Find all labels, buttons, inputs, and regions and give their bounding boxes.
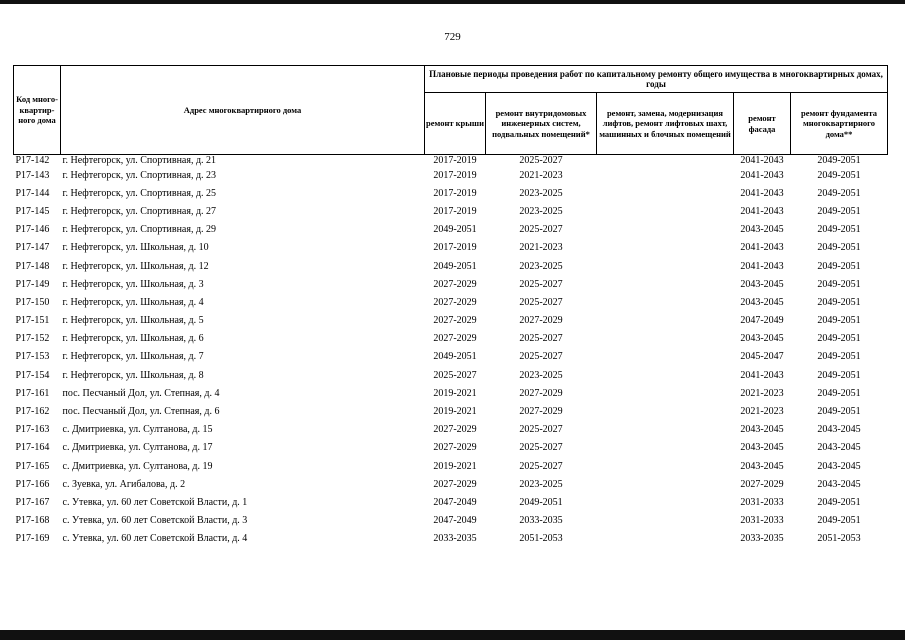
cell-elevators	[597, 402, 734, 420]
bottom-rule	[0, 630, 905, 640]
cell-address: г. Нефтегорск, ул. Школьная, д. 12	[62, 260, 209, 272]
top-rule	[0, 0, 905, 4]
cell-foundation: 2049-2051	[817, 278, 861, 290]
cell-address: пос. Песчаный Дол, ул. Степная, д. 4	[62, 387, 220, 399]
cell-code: Р17-145	[15, 205, 50, 217]
cell-address: с. Дмитриевка, ул. Султанова, д. 19	[62, 460, 213, 472]
cell-address: г. Нефтегорск, ул. Школьная, д. 8	[62, 369, 204, 381]
cell-address: г. Нефтегорск, ул. Школьная, д. 4	[62, 296, 204, 308]
table-row	[14, 239, 888, 257]
cell-elevators	[597, 330, 734, 348]
cell-code: Р17-167	[15, 496, 50, 508]
cell-address: г. Нефтегорск, ул. Школьная, д. 7	[62, 351, 204, 363]
cell-roof: 2027-2029	[433, 315, 477, 327]
cell-elevators	[597, 530, 734, 548]
table-row	[14, 384, 888, 402]
cell-foundation: 2049-2051	[817, 155, 861, 166]
cell-foundation: 2049-2051	[817, 333, 861, 345]
cell-foundation: 2049-2051	[817, 260, 861, 272]
cell-facade: 2041-2043	[740, 169, 784, 181]
cell-code: Р17-148	[15, 260, 50, 272]
cell-elevators	[597, 293, 734, 311]
cell-engineering: 2023-2025	[519, 260, 563, 272]
header-foundation: ремонт фундамента многоквартирного дома**	[791, 93, 888, 155]
cell-address: с. Дмитриевка, ул. Султанова, д. 15	[62, 424, 213, 436]
cell-roof: 2049-2051	[433, 260, 477, 272]
cell-code: Р17-152	[15, 333, 50, 345]
cell-elevators	[597, 439, 734, 457]
capital-repair-table	[13, 65, 888, 548]
cell-foundation: 2043-2045	[817, 478, 861, 490]
cell-roof: 2027-2029	[433, 296, 477, 308]
cell-engineering: 2051-2053	[519, 533, 563, 545]
cell-facade: 2047-2049	[740, 315, 784, 327]
table-row	[14, 166, 888, 184]
cell-roof: 2033-2035	[433, 533, 477, 545]
cell-foundation: 2049-2051	[817, 205, 861, 217]
cell-engineering: 2025-2027	[519, 442, 563, 454]
cell-address: г. Нефтегорск, ул. Школьная, д. 3	[62, 278, 204, 290]
cell-facade: 2021-2023	[740, 406, 784, 418]
cell-roof: 2027-2029	[433, 278, 477, 290]
cell-foundation: 2049-2051	[817, 315, 861, 327]
cell-roof: 2027-2029	[433, 442, 477, 454]
cell-engineering: 2033-2035	[519, 515, 563, 527]
table-row	[14, 221, 888, 239]
header-roof: ремонт крыши	[425, 93, 486, 155]
table-row	[14, 475, 888, 493]
cell-roof: 2047-2049	[433, 515, 477, 527]
cell-code: Р17-147	[15, 242, 50, 254]
cell-roof: 2025-2027	[433, 369, 477, 381]
table-row	[14, 439, 888, 457]
cell-elevators	[597, 421, 734, 439]
table-row	[14, 202, 888, 220]
cell-engineering: 2025-2027	[519, 351, 563, 363]
cell-facade: 2041-2043	[740, 205, 784, 217]
cell-foundation: 2049-2051	[817, 169, 861, 181]
cell-elevators	[597, 512, 734, 530]
table-body	[14, 155, 888, 548]
cell-address: г. Нефтегорск, ул. Спортивная, д. 27	[62, 205, 217, 217]
cell-foundation: 2049-2051	[817, 296, 861, 308]
cell-elevators	[597, 475, 734, 493]
table-row	[14, 312, 888, 330]
cell-foundation: 2043-2045	[817, 442, 861, 454]
cell-engineering: 2021-2023	[519, 242, 563, 254]
cell-facade: 2043-2045	[740, 442, 784, 454]
header-address: Адрес многоквартирного дома	[61, 66, 425, 155]
cell-code: Р17-149	[15, 278, 50, 290]
cell-elevators	[597, 312, 734, 330]
cell-roof: 2019-2021	[433, 406, 477, 418]
cell-foundation: 2049-2051	[817, 224, 861, 236]
cell-address: с. Утевка, ул. 60 лет Советской Власти, д. 4	[62, 533, 248, 545]
cell-address: с. Дмитриевка, ул. Султанова, д. 17	[62, 442, 213, 454]
cell-roof: 2017-2019	[433, 187, 477, 199]
cell-facade: 2041-2043	[740, 155, 784, 166]
table-row	[14, 493, 888, 511]
cell-facade: 2043-2045	[740, 296, 784, 308]
cell-facade: 2043-2045	[740, 460, 784, 472]
cell-foundation: 2043-2045	[817, 460, 861, 472]
cell-facade: 2045-2047	[740, 351, 784, 363]
cell-roof: 2047-2049	[433, 496, 477, 508]
cell-elevators	[597, 384, 734, 402]
table-row	[14, 530, 888, 548]
cell-foundation: 2049-2051	[817, 406, 861, 418]
header-code: Код много-квартир-ного дома	[14, 66, 61, 155]
cell-elevators	[597, 155, 734, 167]
cell-roof: 2049-2051	[433, 351, 477, 363]
cell-roof: 2019-2021	[433, 460, 477, 472]
cell-code: Р17-163	[15, 424, 50, 436]
cell-elevators	[597, 366, 734, 384]
cell-roof: 2017-2019	[433, 205, 477, 217]
cell-code: Р17-143	[15, 169, 50, 181]
cell-facade: 2041-2043	[740, 187, 784, 199]
cell-facade: 2041-2043	[740, 242, 784, 254]
cell-code: Р17-144	[15, 187, 50, 199]
cell-code: Р17-142	[15, 155, 50, 166]
cell-code: Р17-169	[15, 533, 50, 545]
cell-engineering: 2025-2027	[519, 424, 563, 436]
cell-address: г. Нефтегорск, ул. Школьная, д. 6	[62, 333, 204, 345]
cell-code: Р17-166	[15, 478, 50, 490]
cell-elevators	[597, 166, 734, 184]
cell-engineering: 2025-2027	[519, 333, 563, 345]
table-row	[14, 155, 888, 167]
table-row	[14, 512, 888, 530]
cell-foundation: 2049-2051	[817, 515, 861, 527]
cell-elevators	[597, 221, 734, 239]
cell-facade: 2041-2043	[740, 260, 784, 272]
cell-roof: 2017-2019	[433, 169, 477, 181]
header-facade: ремонт фасада	[734, 93, 791, 155]
cell-code: Р17-153	[15, 351, 50, 363]
cell-code: Р17-151	[15, 315, 50, 327]
table-row	[14, 402, 888, 420]
cell-elevators	[597, 184, 734, 202]
cell-roof: 2027-2029	[433, 333, 477, 345]
cell-foundation: 2049-2051	[817, 242, 861, 254]
cell-elevators	[597, 257, 734, 275]
cell-engineering: 2027-2029	[519, 406, 563, 418]
cell-code: Р17-154	[15, 369, 50, 381]
cell-elevators	[597, 202, 734, 220]
cell-facade: 2043-2045	[740, 424, 784, 436]
cell-facade: 2043-2045	[740, 333, 784, 345]
cell-roof: 2019-2021	[433, 387, 477, 399]
cell-engineering: 2023-2025	[519, 369, 563, 381]
header-elevators: ремонт, замена, модернизация лифтов, ремонт лифтовых шахт, машинных и блочных помещений	[597, 93, 734, 155]
table-row	[14, 257, 888, 275]
table-row	[14, 184, 888, 202]
cell-foundation: 2049-2051	[817, 496, 861, 508]
cell-foundation: 2049-2051	[817, 369, 861, 381]
table-row	[14, 275, 888, 293]
cell-code: Р17-168	[15, 515, 50, 527]
cell-code: Р17-164	[15, 442, 50, 454]
cell-elevators	[597, 275, 734, 293]
cell-code: Р17-161	[15, 387, 50, 399]
cell-elevators	[597, 493, 734, 511]
cell-address: г. Нефтегорск, ул. Спортивная, д. 29	[62, 224, 217, 236]
cell-roof: 2027-2029	[433, 478, 477, 490]
cell-address: г. Нефтегорск, ул. Школьная, д. 5	[62, 315, 204, 327]
table-row	[14, 330, 888, 348]
cell-foundation: 2049-2051	[817, 187, 861, 199]
cell-facade: 2031-2033	[740, 515, 784, 527]
cell-engineering: 2021-2023	[519, 169, 563, 181]
cell-address: г. Нефтегорск, ул. Школьная, д. 10	[62, 242, 209, 254]
cell-code: Р17-165	[15, 460, 50, 472]
cell-code: Р17-150	[15, 296, 50, 308]
cell-address: с. Утевка, ул. 60 лет Советской Власти, д. 1	[62, 496, 248, 508]
page-number: 729	[444, 31, 461, 43]
cell-engineering: 2023-2025	[519, 205, 563, 217]
cell-address: г. Нефтегорск, ул. Спортивная, д. 21	[62, 155, 217, 166]
table-row	[14, 348, 888, 366]
cell-engineering: 2025-2027	[519, 155, 563, 166]
cell-facade: 2043-2045	[740, 278, 784, 290]
cell-roof: 2027-2029	[433, 424, 477, 436]
cell-code: Р17-162	[15, 406, 50, 418]
cell-engineering: 2049-2051	[519, 496, 563, 508]
cell-roof: 2017-2019	[433, 155, 477, 166]
cell-facade: 2021-2023	[740, 387, 784, 399]
header-engineering: ремонт внутридомовых инженерных систем, подвальных помещений*	[486, 93, 597, 155]
cell-facade: 2041-2043	[740, 369, 784, 381]
cell-engineering: 2027-2029	[519, 315, 563, 327]
cell-foundation: 2049-2051	[817, 351, 861, 363]
cell-code: Р17-146	[15, 224, 50, 236]
cell-facade: 2043-2045	[740, 224, 784, 236]
cell-elevators	[597, 239, 734, 257]
cell-elevators	[597, 457, 734, 475]
cell-facade: 2027-2029	[740, 478, 784, 490]
cell-roof: 2017-2019	[433, 242, 477, 254]
cell-facade: 2031-2033	[740, 496, 784, 508]
cell-engineering: 2025-2027	[519, 296, 563, 308]
cell-roof: 2049-2051	[433, 224, 477, 236]
cell-address: пос. Песчаный Дол, ул. Степная, д. 6	[62, 406, 220, 418]
cell-foundation: 2043-2045	[817, 424, 861, 436]
cell-foundation: 2051-2053	[817, 533, 861, 545]
cell-engineering: 2025-2027	[519, 460, 563, 472]
cell-elevators	[597, 348, 734, 366]
cell-address: с. Утевка, ул. 60 лет Советской Власти, д. 3	[62, 515, 248, 527]
header-group: Плановые периоды проведения работ по капитальному ремонту общего имущества в многоквартирных домах, годы	[425, 66, 888, 93]
cell-address: г. Нефтегорск, ул. Спортивная, д. 23	[62, 169, 217, 181]
cell-engineering: 2023-2025	[519, 478, 563, 490]
cell-engineering: 2027-2029	[519, 387, 563, 399]
table-row	[14, 421, 888, 439]
cell-engineering: 2025-2027	[519, 278, 563, 290]
cell-facade: 2033-2035	[740, 533, 784, 545]
table-row	[14, 293, 888, 311]
table-row	[14, 457, 888, 475]
cell-address: с. Зуевка, ул. Агибалова, д. 2	[62, 478, 186, 490]
table-row	[14, 366, 888, 384]
cell-engineering: 2025-2027	[519, 224, 563, 236]
cell-address: г. Нефтегорск, ул. Спортивная, д. 25	[62, 187, 217, 199]
cell-engineering: 2023-2025	[519, 187, 563, 199]
cell-foundation: 2049-2051	[817, 387, 861, 399]
